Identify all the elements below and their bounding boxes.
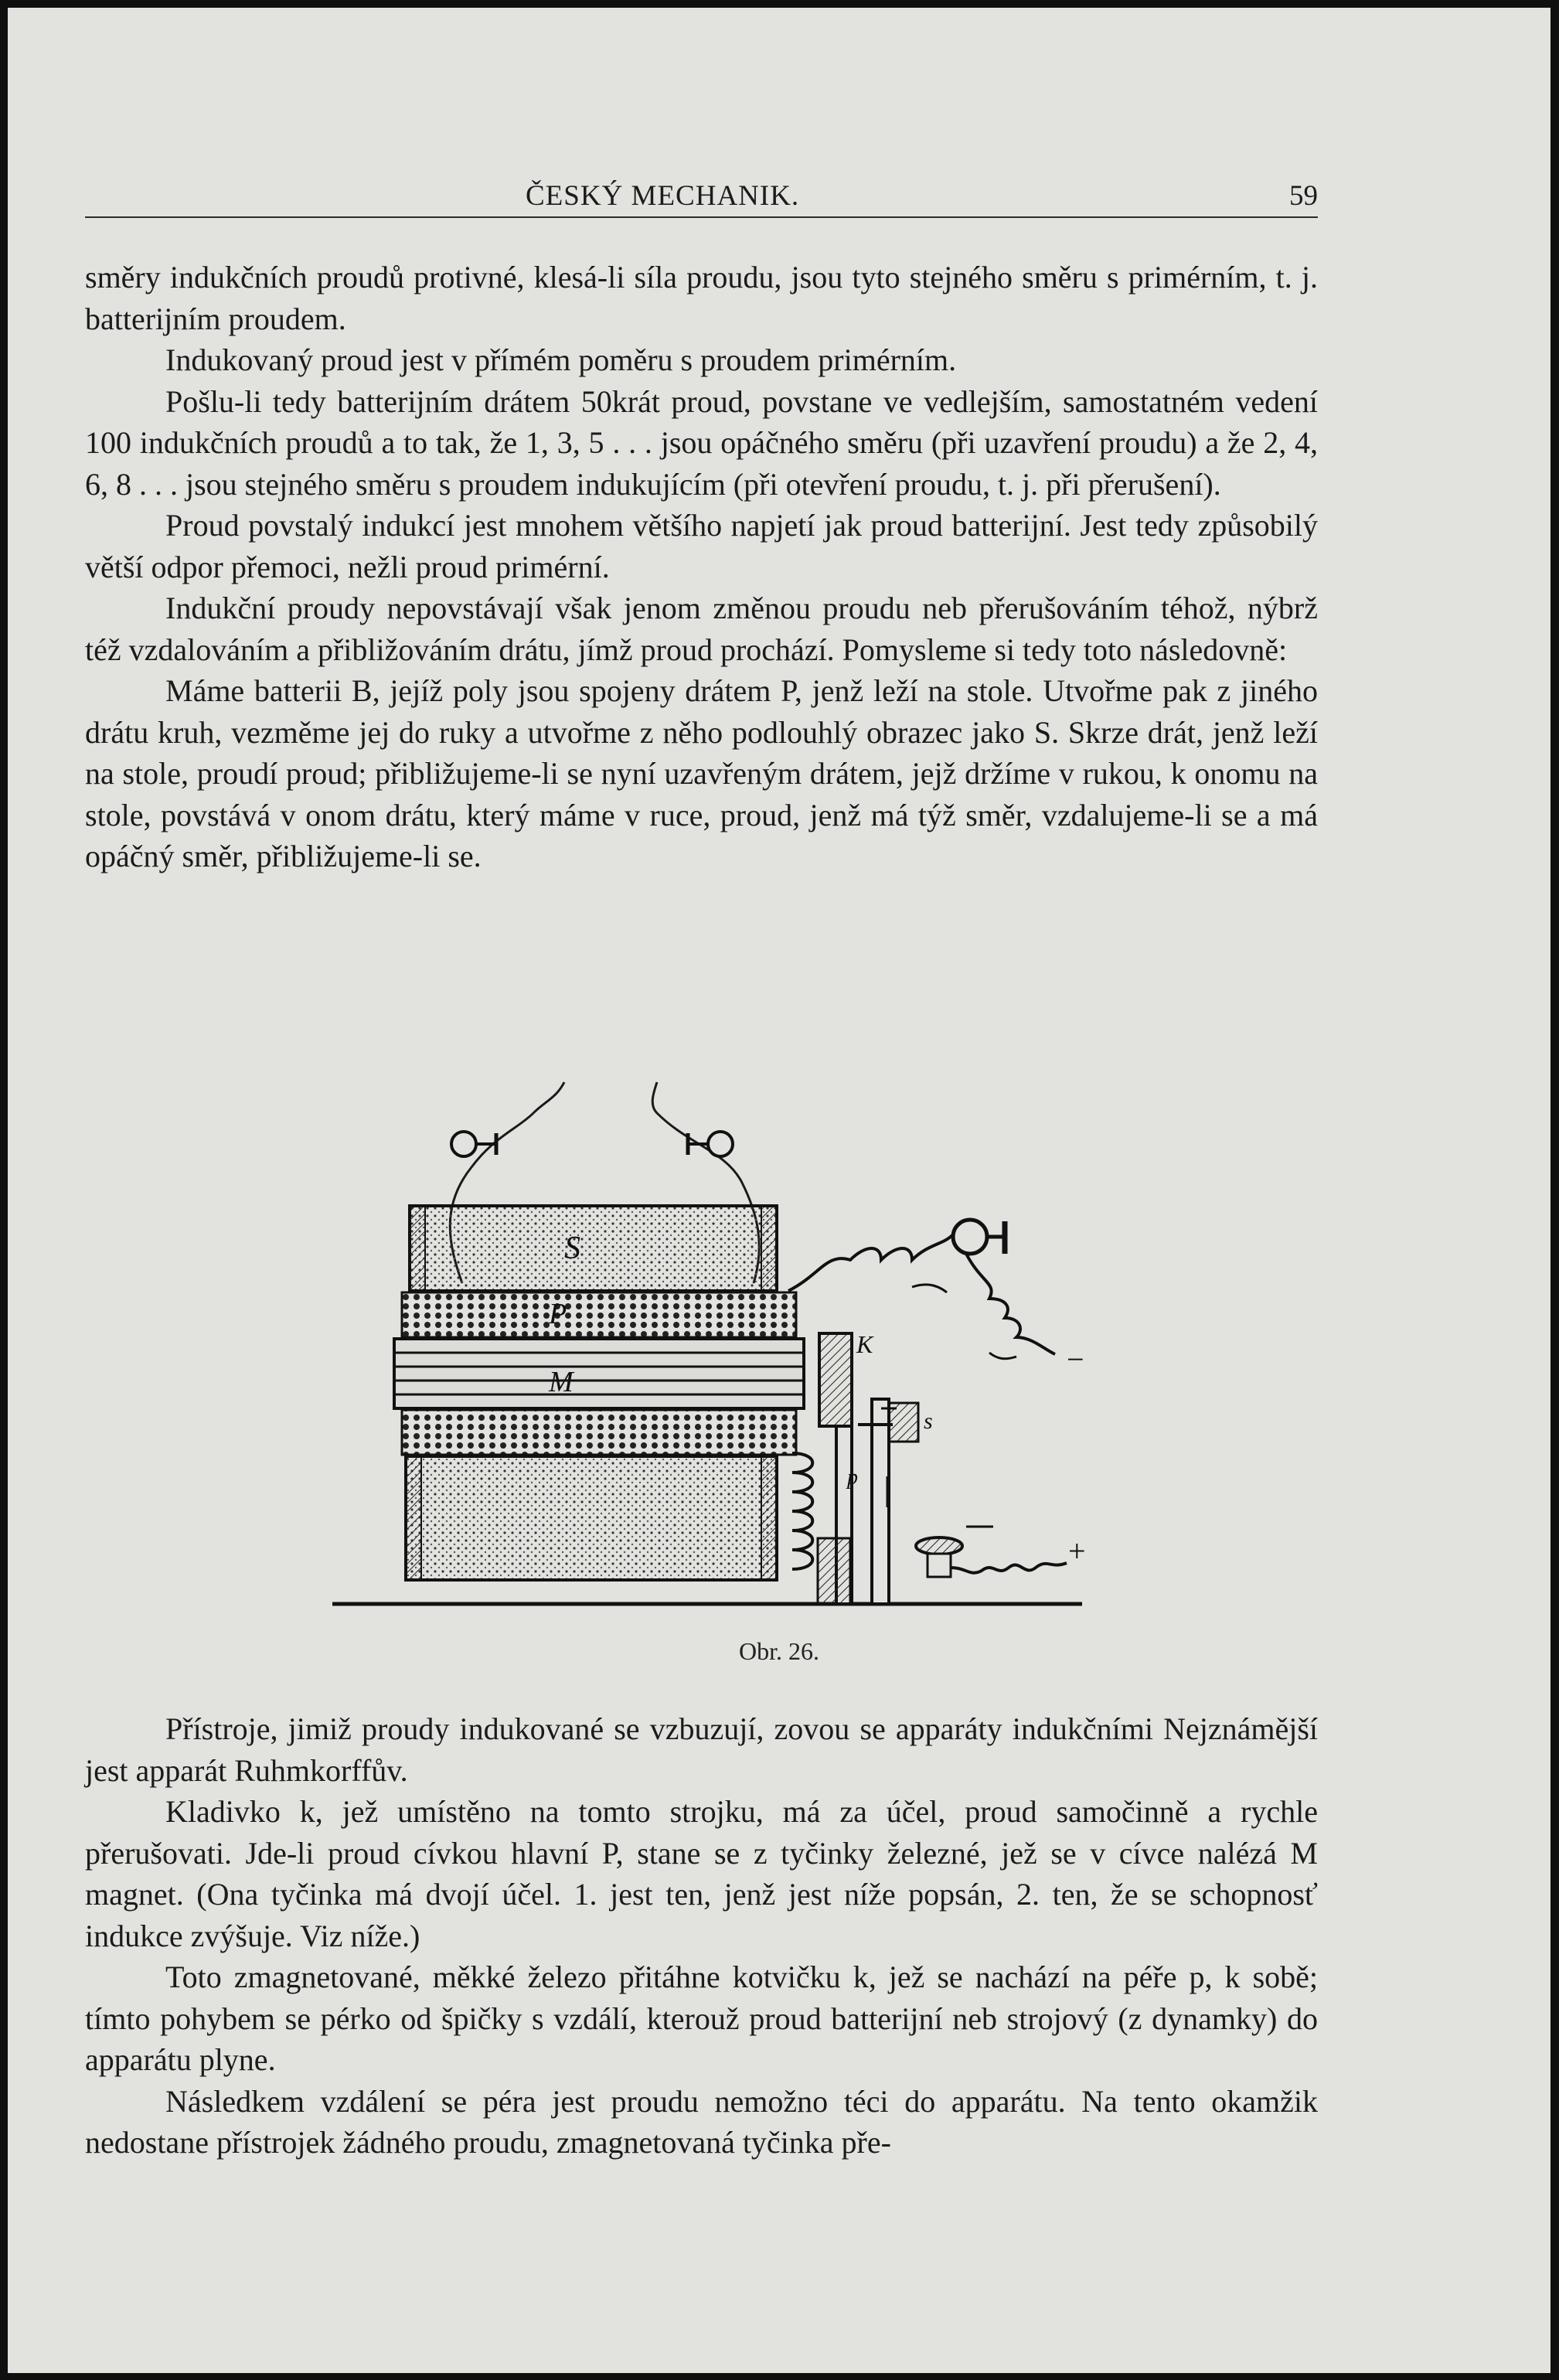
- label-plus: +: [1068, 1534, 1086, 1568]
- primary-coil-top: [402, 1292, 796, 1337]
- label-M: M: [549, 1366, 574, 1398]
- terminal-top-right-icon: [953, 1220, 1005, 1254]
- lead-coil: [792, 1453, 812, 1569]
- secondary-coil-bottom: [406, 1456, 777, 1580]
- label-p: p: [847, 1466, 858, 1490]
- negative-lead-wire: [966, 1254, 1055, 1354]
- current-arrow-icon: [912, 1285, 947, 1292]
- binding-post-bottom-icon: [916, 1537, 962, 1554]
- label-s: s: [924, 1408, 933, 1434]
- paragraph: Pošlu-li tedy batterijním drátem 50krát proud, povstane ve vedlejším, samostatném vedení 100 indukčních proudů a to tak, že 1, 3, 5 . . . jsou opáčného směru (při uzavření proudu) a že 2, 4, 6, 8 . . . jsou stejného směru s proudem indukujícím (při otevření proudu, t. j. při přerušení).: [85, 383, 1318, 502]
- primary-lead-wire: [788, 1235, 952, 1291]
- positive-lead-wire: [951, 1563, 1067, 1573]
- label-minus: −: [1067, 1342, 1084, 1377]
- iron-core: [394, 1339, 804, 1408]
- label-K: K: [856, 1330, 873, 1358]
- page-number: 59: [1289, 180, 1318, 212]
- paragraph: Kladivko k, jež umístěno na tomto strojku, má za účel, proud samočinně a rychle přerušovati. Jde-li proud cívkou hlavní P, stane se z tyčinky železné, jež se v cívce nalézá M magnet. (Ona tyčinka má dvojí účel. 1. jest ten, jenž jest níže popsán, 2. ten, že se schopnosť indukce zvýšuje. Viz níže.): [85, 1794, 1318, 1953]
- current-arrow-icon: [989, 1353, 1016, 1359]
- binding-screw-right-icon: [688, 1132, 733, 1156]
- header-rule: [85, 216, 1318, 218]
- induction-coil-illustration: [325, 1051, 1090, 1616]
- coil-end-cap: [406, 1456, 421, 1580]
- paragraph: směry indukčních proudů protivné, klesá-li síla proudu, jsou tyto stejného směru s primérním, t. j. batterijním proudem.: [85, 260, 1318, 336]
- page-header: [85, 179, 1318, 218]
- body-text-upper: [85, 257, 1318, 877]
- body-text-lower: [85, 1708, 1318, 2164]
- binding-screw-left-icon: [451, 1132, 496, 1156]
- coil-end-cap: [761, 1206, 777, 1291]
- figure-caption: Obr. 26.: [739, 1637, 819, 1665]
- label-P: P: [549, 1298, 567, 1330]
- paragraph: Proud povstalý indukcí jest mnohem většího napjetí jak proud batterijní. Jest tedy způsobilý větší odpor přemoci, nežli proud primérní.: [85, 508, 1318, 584]
- running-title: ČESKÝ MECHANIK.: [526, 180, 800, 212]
- book-page: [8, 8, 1550, 2373]
- paragraph: Máme batterii B, jejíž poly jsou spojeny drátem P, jenž leží na stole. Utvořme pak z jiného drátu kruh, vezměme jej do ruky a utvořme z něho podlouhlý obrazec jako S. Skrze drát, jenž leží na stole, proudí proud; přibližujeme-li se nyní uzavřeným drátem, jejž držíme v rukou, k onomu na stole, povstává v onom drátu, který máme v ruce, proud, jenž má týž směr, vzdalujeme-li se a má opáčný směr, přibližujeme-li se.: [85, 673, 1318, 873]
- spring-post: [818, 1538, 850, 1604]
- paragraph: Indukovaný proud jest v přímém poměru s proudem primérním.: [165, 342, 957, 377]
- paragraph: Přístroje, jimiž proudy indukované se vzbuzují, zovou se apparáty indukčními Nejznámější jest apparát Ruhmkorffův.: [85, 1711, 1318, 1788]
- label-S: S: [564, 1231, 580, 1266]
- hammer-armature: [819, 1333, 852, 1426]
- paragraph: Toto zmagnetované, měkké železo přitáhne kotvičku k, jež se nachází na péře p, k sobě; tímto pohybem se pérko od špičky s vzdálí, kterouž proud batterijní neb strojový (z dynamky) do apparátu plyne.: [85, 1959, 1318, 2077]
- primary-coil-bottom: [402, 1410, 796, 1455]
- paragraph: Indukční proudy nepovstávají však jenom změnou proudu neb přerušováním téhož, nýbrž též vzdalováním a přibližováním drátu, jímž proud prochází. Pomysleme si tedy toto následovně:: [85, 591, 1318, 667]
- secondary-coil-top: [410, 1206, 777, 1291]
- coil-end-cap: [410, 1206, 425, 1291]
- induction-coil-figure: [325, 1051, 1090, 1616]
- paragraph: Následkem vzdálení se péra jest proudu nemožno téci do apparátu. Na tento okamžik nedostane přístrojek žádného proudu, zmagnetovaná tyčinka pře-: [85, 2083, 1318, 2160]
- coil-end-cap: [761, 1456, 777, 1580]
